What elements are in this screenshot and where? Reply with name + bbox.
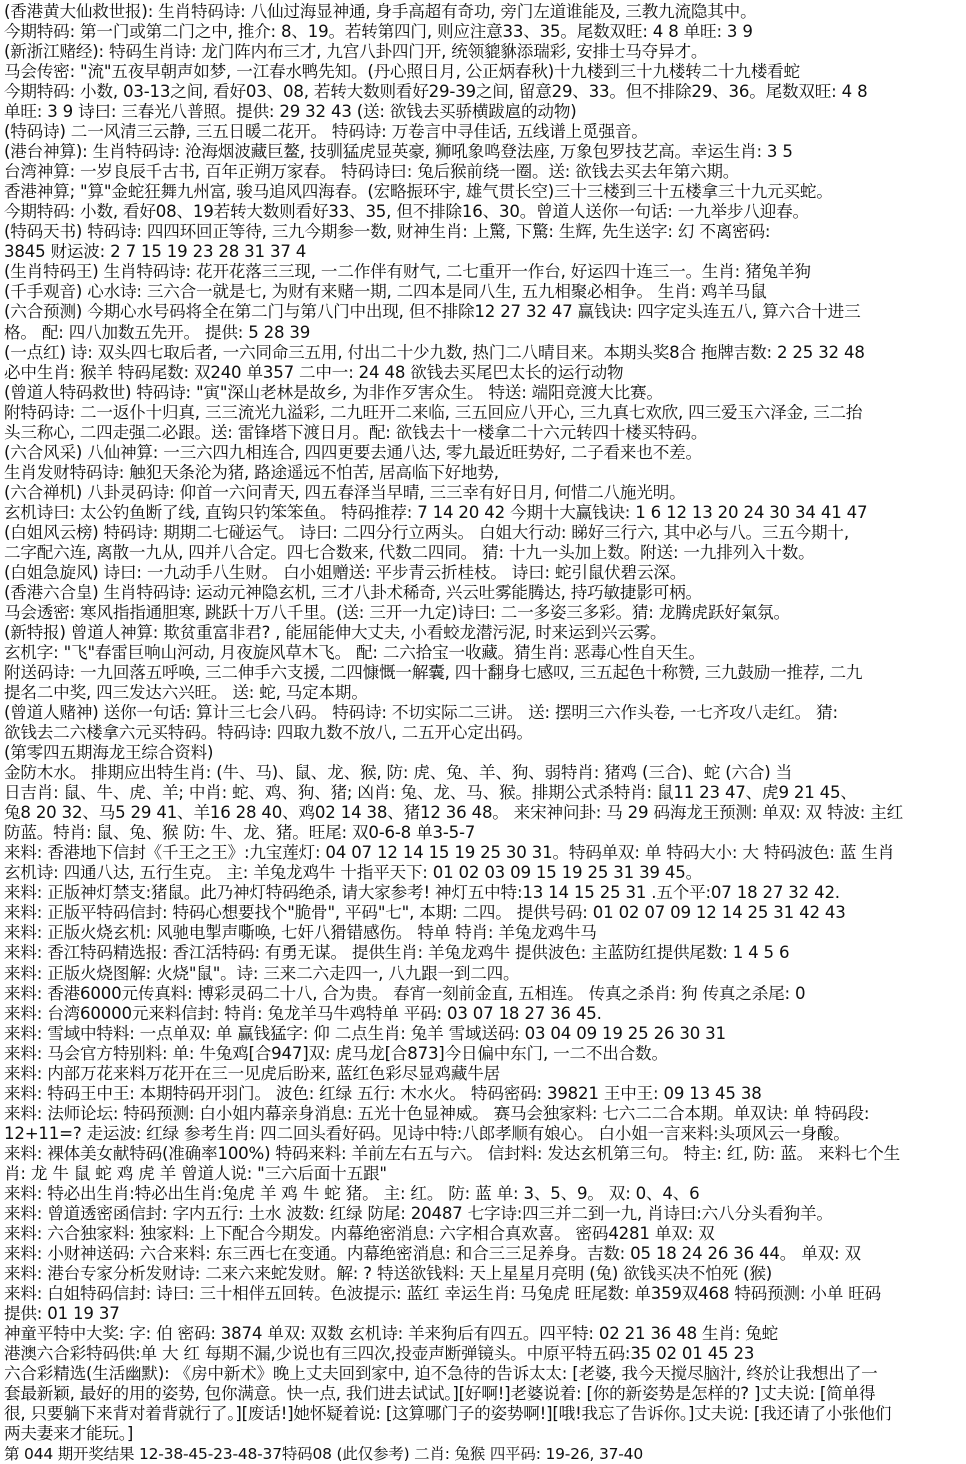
text-line: (曾道人特码救世) 特码诗: "寅"深山老林是故乡, 为非作歹害众生。 特送: 端阳竞渡大比赛。 [4, 382, 663, 402]
text-line: 来料: 法师论坛: 特码预测: 白小姐内幕亲身消息: 五光十色显神威。 赛马会独家料: 七六二二合本期。单双诀: 单 特码段: [4, 1103, 870, 1123]
text-line: (特码天书) 特码诗: 四四环回正等待, 三九今期参一数, 财神生肖: 上驚, 下驚: 生辉, 先生送字: 幻 不离密码: [4, 222, 771, 242]
text-line: 来料: 曾道透密函信封: 字内五行: 土水 波数: 红绿 防尾: 20487 七字诗:四三并二到一九, 肖诗曰:六八分头看狗羊。 [4, 1203, 833, 1223]
text-line: 来料: 裸体美女献特码(准确率100%) 特码来料: 羊前左右五与六。 信封料: 发达玄机第三句。 特主: 红, 防: 蓝。 来料七个生 [4, 1143, 901, 1163]
text-line: (白姐急旋风) 诗曰: 一九动手八生财。 白小姐赠送: 平步青云折桂枝。 诗曰: 蛇引鼠伏碧云深。 [4, 562, 687, 582]
text-line: 来料: 小财神送码: 六合来料: 东三西七在变通。内幕绝密消息: 和合三三足养身。吉数: 05 18 24 26 36 44。 单双: 双 [4, 1243, 861, 1263]
text-line: 来料: 香港地下信封《千王之王》:九宝莲灯: 04 07 12 14 15 19 25 30 31。特码单双: 单 特码大小: 大 特码波色: 蓝 生肖 [4, 843, 895, 863]
text-line: 提供: 01 19 37 [4, 1304, 120, 1324]
text-line: 来料: 正版神灯禁支:猪鼠。此乃神灯特码绝杀, 请大家参考! 神灯五中特:13 14 15 25 31 .五个平:07 18 27 32 42. [4, 883, 840, 903]
text-line: 玄机字: "飞"春雷巨响山河动, 月夜旋风草木飞。 配: 二六拾宝一收藏。猜生肖: 恶毒心性自天生。 [4, 643, 705, 662]
text-line: 防蓝。特肖: 鼠、兔、猴 防: 牛、龙、猪。旺尾: 双0-6-8 单3-5-7 [4, 823, 476, 843]
text-line: 二字配六连, 离散一九从, 四并八合定。四七合数来, 代数二四同。 猜: 十九一头加上数。附送: 一九排列入十数。 [4, 542, 815, 562]
text-line: 来料: 六合独家料: 独家料: 上下配合今期发。内幕绝密消息: 六字相合真欢喜。 密码4281 单双: 双 [4, 1223, 715, 1243]
text-line: 来料: 正版平特码信封: 特码心想要找个"脆骨", 平码"七", 本期: 二四。 提供号码: 01 02 07 09 12 14 25 31 42 43 [4, 903, 846, 923]
text-line: (新特报) 曾道人神算: 欺贫重富非君? , 能屈能伸大丈夫, 小看蛟龙潜污泥, 时来运到兴云雾。 [4, 622, 667, 642]
text-line: 今期特码: 小数, 看好08、19若转大数则看好33、35, 但不排除16、30。曾道人送你一句话: 一九举步八迎春。 [4, 202, 809, 222]
text-line: 套最新颖, 最好的用的姿势, 包你满意。快一点, 我们进去试试。][好啊!]老婆说着: [你的新姿势是怎样的? ]丈夫说: [简单得 [4, 1384, 876, 1404]
text-line: 来料: 香港6000元传真料: 博彩灵码二十八, 合为贵。 春宵一刻前金直, 五相连。 传真之杀肖: 狗 传真之杀尾: 0 [4, 983, 806, 1003]
text-line: 来料: 马会官方特别料: 单: 牛兔鸡[合947]双: 虎马龙[合873]今日偏中东门, 一二不出合数。 [4, 1043, 668, 1063]
text-line: 玄机诗: 四通八达, 五行生克。 主: 羊兔龙鸡牛 十指平天下: 01 02 03 09 15 19 25 31 39 45。 [4, 863, 702, 883]
text-line: 来料: 港台专家分析发财诗: 二来六来蛇发财。解: ? 特送欲钱料: 天上星星月亮明 (兔) 欲钱买决不怕死 (猴) [4, 1263, 773, 1283]
text-line: (六合预测) 今期心水号码将全在第二门与第八门中出现, 但不排除12 27 32 47 赢钱诀: 四字定头连五八, 算六合十进三 [4, 302, 861, 322]
text-line: 今期特码: 小数, 03-13之间, 看好03、08, 若转大数则看好29-39之间, 留意29、33。但不排除29、36。尾数双旺: 4 8 [4, 82, 868, 102]
text-line: (特码诗) 二一风清三云静, 三五日暖二花开。 特码诗: 万卷言中寻佳话, 五线谱上觅强音。 [4, 122, 648, 142]
text-line: 提名二中奖, 四三发达六兴旺。 送: 蛇, 马定本期。 [4, 683, 368, 703]
text-line: 来料: 香江特码精选报: 香江活特码: 有勇无谋。 提供生肖: 羊兔龙鸡牛 提供波色: 主蓝防红提供尾数: 1 4 5 6 [4, 943, 790, 963]
text-line: 来料: 内部万花来料万花开在三一见虎后盼来, 蓝红色彩尽显鸡藏牛居 [4, 1063, 501, 1083]
text-line: 六合彩精选(生活幽默): 《房中新术》晚上丈夫回到家中, 迫不急待的告诉太太: [老婆, 我今天搅尽脑汁, 终於让我想出了一 [4, 1364, 878, 1384]
draw-result-line: 第 044 期开奖结果 12-38-45-23-48-37特码08 (此仅参考) 二肖: 兔猴 四平码: 19-26, 37-40 [4, 1445, 644, 1464]
text-line: (香港黄大仙救世报): 生肖特码诗: 八仙过海显神通, 身手高超有奇功, 旁门左道谁能及, 三教九流隐其中。 [4, 2, 757, 21]
text-line: 兔8 20 32、马5 29 41、羊16 28 40、鸡02 14 38、猪12 36 48。 来宋神问卦: 马 29 码海龙王预测: 单双: 双 特波: 主红 [4, 803, 904, 823]
text-line: 3845 财运波: 2 7 15 19 23 28 31 37 4 [4, 242, 307, 262]
text-line: 来料: 台湾60000元来料信封: 特肖: 兔龙羊马牛鸡特单 平码: 03 07 18 27 36 45. [4, 1003, 602, 1023]
text-line: 生肖发财特码诗: 触犯天条沦为猪, 路途遥远不怕苦, 居高临下好地势, [4, 462, 499, 482]
text-line: 附送码诗: 一九回落五呼唤, 三二伸手六支援, 二四慷慨一解囊, 四十翻身七感叹, 三五起色十称赞, 三九鼓励一推荐, 二九 [4, 663, 863, 683]
text-line: 日吉肖: 鼠、牛、虎、羊; 中肖: 蛇、鸡、狗、猪; 凶肖: 兔、龙、马、猴。排期公式杀特肖: 鼠11 23 47、虎9 21 45、 [4, 783, 857, 803]
text-line: 神童平特中大奖: 字: 伯 密码: 3874 单双: 双数 玄机诗: 羊来狗后有四五。四平特: 02 21 36 48 生肖: 兔蛇 [4, 1324, 779, 1344]
text-line: 来料: 正版火烧图解: 火烧"鼠"。诗: 三来二六走四一, 八九跟一到二四。 [4, 963, 520, 983]
text-line: 来料: 正版火烧玄机: 风驰电掣声嘶唤, 七奸八猾错感伤。 特单 特肖: 羊兔龙鸡牛马 [4, 923, 597, 943]
section-heading: (第零四五期海龙王综合资料) [4, 743, 214, 763]
text-line: 附特码诗: 二一返仆十归真, 三三流光九溢彩, 二九旺开二来临, 三五回应八开心, 三九真七欢欣, 四三爱玉六泽金, 三二抬 [4, 402, 863, 422]
text-line: (港台神算): 生肖特码诗: 沧海烟波藏巨鳌, 技驯猛虎显英豪, 狮吼象鸣登法座, 万象包罗技艺高。幸运生肖: 3 5 [4, 142, 793, 162]
text-line: 很, 只要躺下来背对着背就行了。][废话!]她怀疑着说: [这算哪门子的姿势啊!][哦!我忘了告诉你。]丈夫说: [我还请了小张他们 [4, 1404, 892, 1424]
text-line: (白姐风云榜) 特码诗: 期期二七碰运气。 诗曰: 二四分行立两头。 白姐大行动: 睇好三行六, 其中必与八。三五今期十, [4, 522, 849, 542]
text-line: 必中生肖: 猴羊 特码尾数: 双240 单357 二中一: 24 48 欲钱去买尾巴太长的运行动物 [4, 362, 624, 382]
text-line: 台湾神算: 一岁良辰千古书, 百年正朔万家春。 特码诗曰: 兔后猴前绕一圈。送: 欲钱去买去年第六期。 [4, 162, 740, 182]
text-line: (新浙江赌经): 特码生肖诗: 龙门阵内布三才, 九宫八卦四门开, 统领貔貅添瑞彩, 安排士马夺异才。 [4, 42, 708, 62]
text-line: 来料: 特码王中王: 本期特码开羽门。 波色: 红绿 五行: 木水火。 特码密码: 39821 王中王: 09 13 45 38 [4, 1083, 762, 1103]
text-line: 今期特码: 第一门或第二门之中, 推介: 8、19。若转第四门, 则应注意33、35。尾数双旺: 4 8 单旺: 3 9 [4, 22, 753, 42]
text-line: 两夫妻来才能玩。] [4, 1424, 134, 1444]
text-line: 马会透密: 寒风指指通胆寒, 跳跃十万八千里。(送: 三开一九定)诗曰: 二一多姿三多彩。猜: 龙腾虎跃好氣氛。 [4, 602, 790, 622]
text-line: (曾道人赌神) 送你一句话: 算计三七会八码。 特码诗: 不切实际二三讲。 送: 摆明三六作头卷, 一七齐攻八走红。 猜: [4, 703, 838, 723]
text-line: 港澳六合彩特码供:单 大 红 每期不漏,少说也有三四次,投壶声断弹镜头。中原平特五码:35 02 01 45 23 [4, 1344, 755, 1364]
text-line: (六合禅机) 八卦灵码诗: 仰首一六问青天, 四五春泽当早晴, 三三幸有好日月, 何惜二八施光明。 [4, 482, 686, 502]
text-line: (一点红) 诗: 双头四七取后者, 一六同命三五用, 付出二十少九数, 热门二八晴目来。本期头奖8合 拖牌吉数: 2 25 32 48 [4, 342, 865, 362]
text-line: (香港六合皇) 生肖特码诗: 运动元神隐玄机, 三才八卦术稀奇, 兴云吐雾能腾达, 持巧敏捷影可柄。 [4, 582, 702, 602]
text-line: 单旺: 3 9 诗曰: 三春光八普照。提供: 29 32 43 (送: 欲钱去买骄横跋扈的动物) [4, 102, 577, 122]
text-line: 肖: 龙 牛 鼠 蛇 鸡 虎 羊 曾道人说: "三六后面十五跟" [4, 1163, 387, 1183]
text-line: (千手观音) 心水诗: 三六合一就是七, 为财有来赌一期, 二四本是同八生, 五九相聚必相争。 生肖: 鸡羊马鼠 [4, 282, 767, 302]
text-line: 马会传密: "流"五夜早朝声如梦, 一江春水鸭先知。(丹心照日月, 公正炳春秋)十九楼到三十九楼转二十九楼看蛇 [4, 62, 800, 82]
text-line: 来料: 雪域中特料: 一点单双: 单 赢钱猛字: 仰 二点生肖: 兔羊 雪域送码: 03 04 09 19 25 26 30 31 [4, 1023, 726, 1043]
text-line: 来料: 白姐特码信封: 诗曰: 三十相伴五回转。色波提示: 蓝红 幸运生肖: 马兔虎 旺尾数: 单359双468 特码预测: 小单 旺码 [4, 1284, 882, 1303]
text-line: 12+11=? 走运波: 红绿 参考生肖: 四二回头看好码。见诗中特:八郎孝顺有娘心。 白小姐一言来料:头项风云一身酸。 [4, 1123, 850, 1143]
text-line: 玄机诗曰: 太公钓鱼断了线, 直钩只钓笨笨鱼。 特码推荐: 7 14 20 42 今期十大赢钱诀: 1 6 12 13 20 24 30 34 41 47 [4, 502, 868, 522]
text-line: 头三称心, 二四走强二必跟。送: 雷锋塔下渡日月。配: 欲钱去十一楼拿二十六元转四十楼买特码。 [4, 422, 708, 442]
text-line: (六合风采) 八仙神算: 一三六四九相连合, 四四更要去通八达, 零九最近旺势好, 二子看来也不差。 [4, 442, 702, 462]
text-line: 格。 配: 四八加数五先开。 提供: 5 28 39 [4, 322, 311, 342]
text-line: 来料: 特必出生肖:特必出生肖:兔虎 羊 鸡 牛 蛇 猪。 主: 红。 防: 蓝 单: 3、5、9。 双: 0、4、6 [4, 1183, 700, 1203]
text-line: 香港神算; "算"金蛇狂舞九州富, 骏马追风四海春。(宏略振环宇, 雄气贯长空)三十三楼到三十五楼拿三十九元买蛇。 [4, 182, 833, 202]
text-line: (生肖特码王) 生肖特码诗: 花开花落三三现, 一二作伴有财气, 二七重开一作台, 好运四十连三一。生肖: 猪兔羊狗 [4, 262, 811, 282]
text-line: 金防木水。 排期应出特生肖: (牛、马)、鼠、龙、猴, 防: 虎、兔、羊、狗、弱特肖: 猪鸡 (三合)、蛇 (六合) 当 [4, 763, 793, 783]
text-line: 欲钱去二六楼拿六元买特码。特码诗: 四取九数不放八, 二五开心定出码。 [4, 723, 533, 743]
